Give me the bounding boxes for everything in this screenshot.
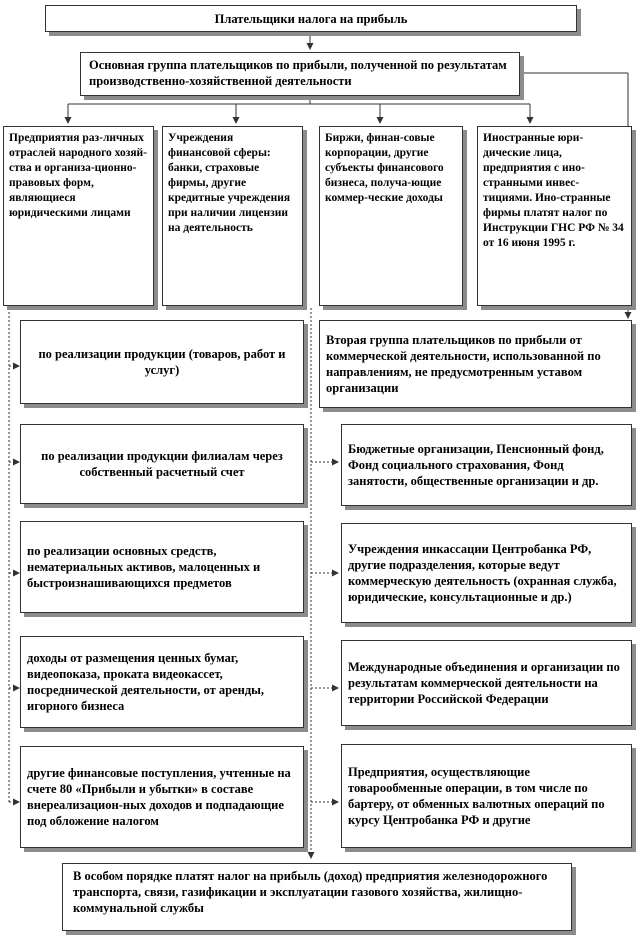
income-box-2 [20, 424, 304, 504]
main-group-box [80, 52, 520, 96]
income-text-2: по реализации продукции филиалам через собственный расчетный счет [41, 449, 283, 479]
income-box-1 [20, 320, 304, 404]
second-item-text-3: Международные объединения и организации по результатам коммерческой деятельности на территории Российской Федерации [348, 660, 620, 706]
second-group-box [319, 320, 632, 408]
second-item-text-1: Бюджетные организации, Пенсионный фонд, Фонд социального страхования, Фонд занятости, общественные организации и др. [348, 442, 604, 488]
second-item-text-2: Учреждения инкассации Центробанка РФ, другие подразделения, которые ведут коммерческую деятельность (охранная служба, юридические, консультационные и др.) [348, 542, 617, 604]
second-group-text: Вторая группа плательщиков по прибыли от коммерческой деятельности, использованной по направлениям, не предусмотренным уставом организации [326, 333, 601, 395]
special-order-box [62, 863, 572, 931]
second-item-box-2 [341, 523, 632, 623]
second-item-box-3 [341, 640, 632, 726]
category-box-4 [477, 126, 632, 306]
category-text-2: Учреждения финансовой сферы: банки, страховые фирмы, другие кредитные учреждения при наличии лицензии на деятельность [168, 132, 291, 234]
diagram-title: Плательщики налога на прибыль [214, 11, 408, 26]
income-text-1: по реализации продукции (товаров, работ и услуг) [38, 347, 286, 377]
category-box-2 [162, 126, 303, 306]
title-box [45, 5, 577, 32]
category-text-1: Предприятия раз-личных отраслей народного хозяй-ства и организа-ционно-правовых форм, являющиеся юридическими лицами [9, 132, 147, 219]
second-item-box-4 [341, 744, 632, 848]
category-box-3 [319, 126, 463, 306]
income-text-3: по реализации основных средств, нематериальных активов, малоценных и быстроизнашивающихся предметов [27, 544, 261, 590]
income-box-5 [20, 746, 304, 848]
income-box-4 [20, 636, 304, 728]
special-order-text: В особом порядке платят налог на прибыль (доход) предприятия железнодорожного транспорта, связи, газификации и эксплуатации газового хозяйства, жилищно-коммунальной службы [73, 869, 548, 915]
second-item-box-1 [341, 424, 632, 506]
main-group-text: Основная группа плательщиков по прибыли, полученной по результатам производственно-хозяйственной деятельности [89, 58, 507, 88]
category-text-4: Иностранные юри-дические лица, предприятия с ино-странными инвес-тициями. Ино-странные фирмы платят налог по Инструкции ГНС РФ № 34 от 16 июня 1995 г. [483, 132, 624, 249]
second-item-text-4: Предприятия, осуществляющие товарообменные операции, в том числе по бартеру, от обменных валютных операций по курсу Центробанка РФ и другие [348, 765, 605, 827]
income-box-3 [20, 521, 304, 613]
category-text-3: Биржи, финан-совые корпорации, другие субъекты финансового бизнеса, получа-ющие коммер-ческие доходы [325, 132, 444, 204]
category-box-1 [3, 126, 154, 306]
income-text-4: доходы от размещения ценных бумаг, видеопоказа, проката видеокассет, посреднической деятельности, от аренды, игорного бизнеса [27, 651, 265, 713]
income-text-5: другие финансовые поступления, учтенные на счете 80 «Прибыли и убытки» в составе внереализацион-ных доходов и подпадающие под обложение налогом [27, 766, 291, 828]
